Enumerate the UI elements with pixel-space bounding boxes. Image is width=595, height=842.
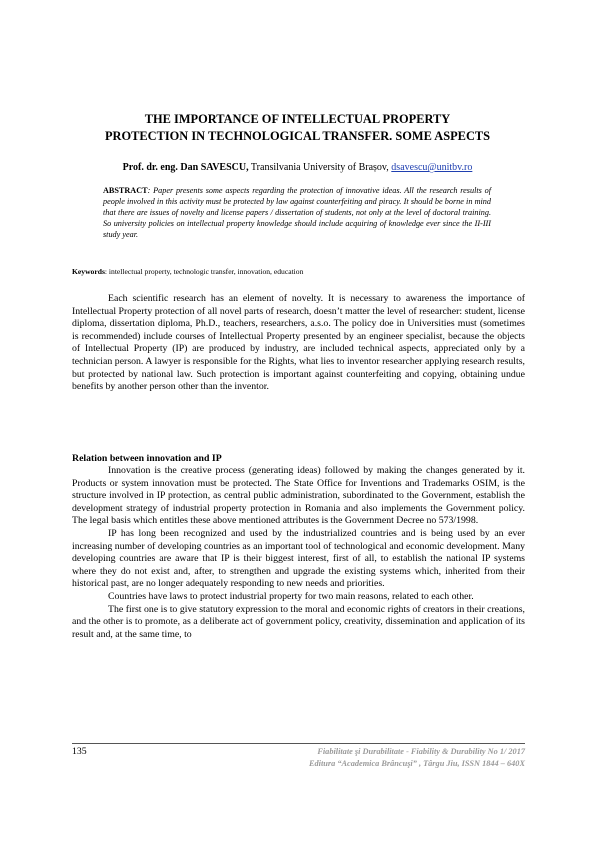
journal-line: Fiabilitate şi Durabilitate - Fiability & Durability No 1/ 2017 bbox=[317, 747, 525, 756]
abstract bbox=[103, 185, 491, 240]
publisher-line: Editura “Academica Brâncuşi” , Târgu Jiu, ISSN 1844 – 640X bbox=[309, 759, 525, 768]
abstract-text: : Paper presents some aspects regarding the protection of innovative ideas. All the research results of people involved in this activity must be protected by law against counterfeiting and piracy. It should be borne in mind that there are issues of novelty and license papers / dissertation of students, not only at the level of doctoral training. So university policies on intellectual property knowledge should include acquiring of knowledge ever since the II-III study year. bbox=[103, 186, 491, 239]
keywords-label: Keywords bbox=[72, 267, 105, 276]
keywords-text: : intellectual property, technologic transfer, innovation, education bbox=[104, 267, 304, 276]
author-line bbox=[60, 161, 535, 174]
section-heading: Relation between innovation and IP bbox=[72, 453, 222, 464]
keywords bbox=[72, 267, 523, 277]
section-body bbox=[72, 465, 525, 641]
body-paragraph: The first one is to give statutory expression to the moral and economic rights of creators in their creations, and the other is to promote, as a deliberate act of government policy, creativity, dissemination and application of its result and, at the same time, to bbox=[72, 603, 525, 640]
author-name: Prof. dr. eng. Dan SAVESCU, bbox=[122, 162, 249, 173]
body-paragraph: Each scientific research has an element of novelty. It is necessary to awareness the importance of Intellectual Property protection of all novel parts of research, doesn’t matter the level of researcher: student, license diploma, dissertation diploma, Ph.D., teachers, researchers, a.s.o. The policy doe in Universities must (sometimes is recommended) include courses of Intellectual Property presented by an engineer specialist, because the objects of Intellectual Property (IP) are produced by industry, are included technical aspects, appreciated only by a technician person. A lawyer is responsible for the Rights, what lies to inventor researcher applying research results, but protected by national law. Such protection is important against counterfeiting and copying, obtaining undue benefits by another person other than the inventor. bbox=[72, 293, 525, 393]
page-number: 135 bbox=[72, 746, 87, 757]
author-email-link[interactable]: dsavescu@unitbv.ro bbox=[391, 162, 473, 173]
footer-divider bbox=[72, 743, 525, 744]
intro-section bbox=[72, 293, 525, 394]
body-paragraph: IP has long been recognized and used by the industrialized countries and is being used by an ever increasing number of developing countries as an important tool of technological and economic development. Many developing countries are aware that IP is their biggest interest, first of all, to establish the national IP systems where they do not exist and, after, to strengthen and upgrade the existing systems which, inherited from their historical past, are no longer adequately responding to new needs and priorities. bbox=[72, 527, 525, 590]
author-affiliation: Transilvania University of Brașov, bbox=[248, 162, 392, 173]
title-line-2: PROTECTION IN TECHNOLOGICAL TRANSFER. SOME ASPECTS bbox=[104, 129, 491, 143]
body-paragraph: Countries have laws to protect industrial property for two main reasons, related to each other. bbox=[108, 590, 474, 602]
abstract-label: ABSTRACT bbox=[103, 186, 148, 195]
body-paragraph: Innovation is the creative process (generating ideas) followed by making the changes generated by it. Products or system innovation must be protected. The State Office for Inventions and Trademarks OSIM, is the structure involved in IP protection, as central public administration, subordinated to the Government, establish the development strategy of industrial property protection in Romania and also implements the Government policy. The legal basis which entitles these above mentioned attributes is the Government Decree no 573/1998. bbox=[72, 465, 525, 527]
paper-title bbox=[60, 111, 535, 145]
title-line-1: THE IMPORTANCE OF INTELLECTUAL PROPERTY bbox=[144, 112, 451, 126]
journal-footer bbox=[309, 746, 525, 770]
